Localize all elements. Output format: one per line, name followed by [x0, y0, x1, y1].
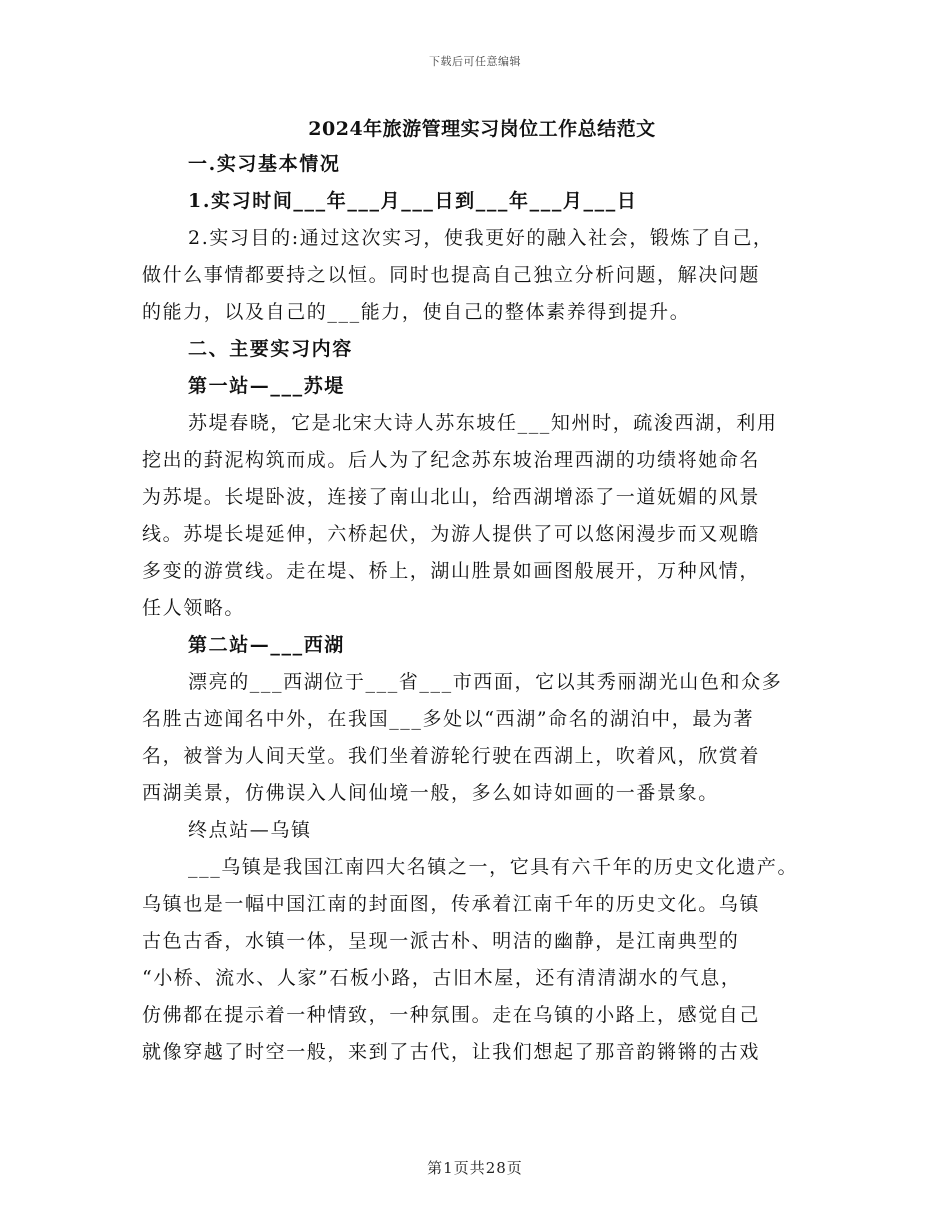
paragraph-line: 的能力，以及自己的___能力，使自己的整体素养得到提升。 — [142, 301, 691, 323]
paragraph-line: 名，被誉为人间天堂。我们坐着游轮行驶在西湖上，吹着风，欣赏着 — [142, 745, 761, 767]
document-title: 2024年旅游管理实习岗位工作总结范文 — [308, 118, 656, 140]
paragraph-line: 做什么事情都要持之以恒。同时也提高自己独立分析问题，解决问题 — [142, 264, 761, 286]
paragraph-line: “小桥、流水、人家”石板小路，古旧木屋，还有清清湖水的气息， — [142, 967, 742, 989]
paragraph-line: 乌镇也是一幅中国江南的封面图，传承着江南千年的历史文化。乌镇 — [142, 893, 761, 915]
paragraph-line: 西湖美景，仿佛误入人间仙境一般，多么如诗如画的一番景象。 — [142, 782, 719, 804]
paragraph-line: 为苏堤。长堤卧波，连接了南山北山，给西湖增添了一道妩媚的风景 — [142, 486, 761, 508]
paragraph-line: 任人领略。 — [142, 597, 246, 619]
subheading-second-stop: 第二站—___西湖 — [188, 634, 345, 656]
section-heading-main-content: 二、主要实习内容 — [188, 338, 353, 360]
internship-period-line: 1.实习时间___年___月___日到___年___月___日 — [188, 190, 638, 212]
document-body — [142, 112, 822, 1071]
paragraph-line: 名胜古迹闻名中外，在我国___多处以“西湖”命名的湖泊中，最为著 — [142, 708, 755, 730]
section-heading-basic-info: 一.实习基本情况 — [188, 153, 341, 175]
paragraph-line: 2.实习目的:通过这次实习，使我更好的融入社会，锻炼了自己， — [188, 227, 774, 249]
page-header: 下载后可任意编辑 — [429, 55, 521, 68]
paragraph-line: 古色古香，水镇一体，呈现一派古朴、明洁的幽静，是江南典型的 — [142, 930, 740, 952]
paragraph-line: 就像穿越了时空一般，来到了古代，让我们想起了那音韵锵锵的古戏 — [142, 1041, 761, 1063]
paragraph-line: 挖出的葑泥构筑而成。后人为了纪念苏东坡治理西湖的功绩将她命名 — [142, 449, 761, 471]
paragraph-line: 仿佛都在提示着一种情致，一种氛围。走在乌镇的小路上，感觉自己 — [142, 1004, 761, 1026]
paragraph-line: 苏堤春晓，它是北宋大诗人苏东坡任___知州时，疏浚西湖，利用 — [188, 412, 778, 434]
paragraph-line: ___乌镇是我国江南四大名镇之一，它具有六千年的历史文化遗产。 — [188, 856, 799, 878]
subheading-final-stop: 终点站—乌镇 — [188, 819, 312, 841]
page-footer: 第1页共28页 — [427, 1159, 523, 1177]
paragraph-line: 多变的游赏线。走在堤、桥上，湖山胜景如画图般展开，万种风情， — [142, 560, 761, 582]
paragraph-line: 线。苏堤长堤延伸，六桥起伏，为游人提供了可以悠闲漫步而又观瞻 — [142, 523, 761, 545]
subheading-first-stop: 第一站—___苏堤 — [188, 375, 345, 397]
paragraph-line: 漂亮的___西湖位于___省___市西面，它以其秀丽湖光山色和众多 — [188, 671, 783, 693]
